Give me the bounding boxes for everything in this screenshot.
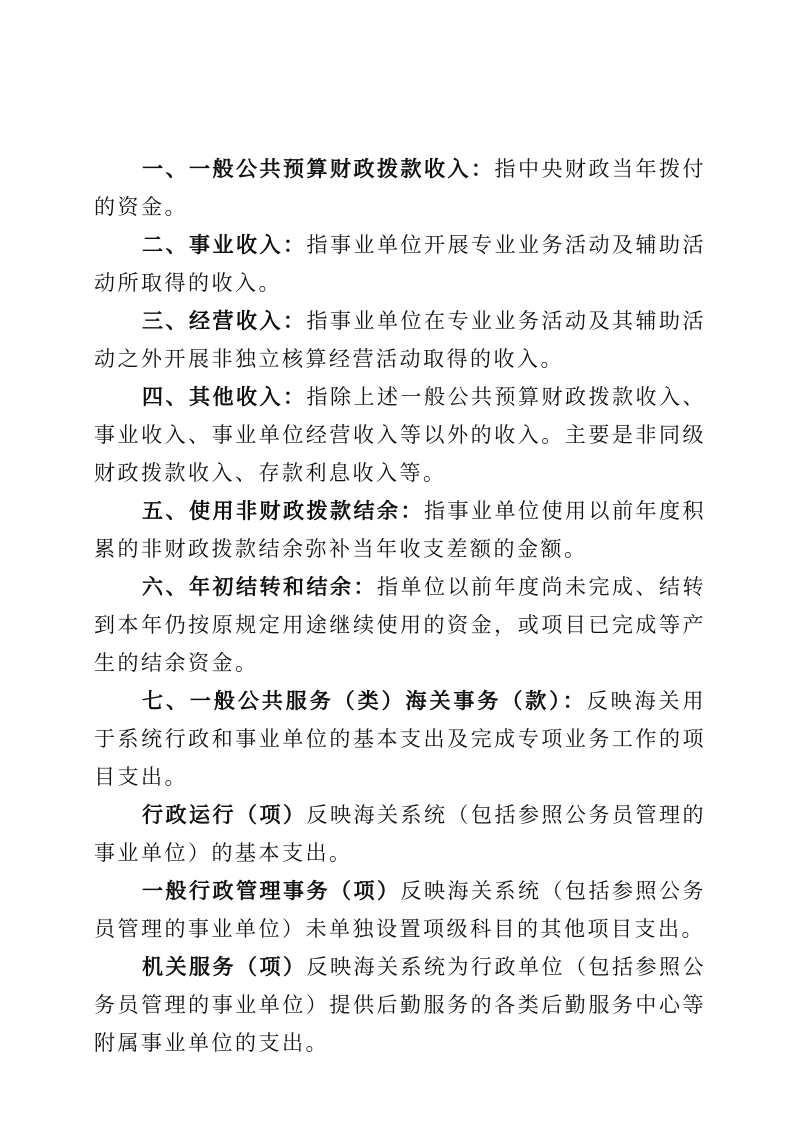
term-definition: 反映海关用于系统行政和事业单位的基本支出及完成专项业务工作的项目支出。 — [94, 689, 707, 789]
paragraph-customs-affairs — [94, 682, 706, 796]
term-label: 行政运行（项） — [142, 803, 307, 827]
term-label: 一般行政管理事务（项） — [142, 879, 401, 903]
term-definition: 指事业单位使用以前年度积累的非财政拨款结余弥补当年收支差额的金额。 — [94, 499, 706, 561]
term-definition: 指中央财政当年拨付的资金。 — [94, 157, 706, 219]
document-body — [94, 150, 706, 1062]
paragraph-general-budget-revenue — [94, 150, 706, 226]
term-label: 二、事业收入： — [142, 233, 307, 257]
term-definition: 指事业单位在专业业务活动及其辅助活动之外开展非独立核算经营活动取得的收入。 — [94, 309, 706, 371]
term-definition: 反映海关系统为行政单位（包括参照公务员管理的事业单位）提供后勤服务的各类后勤服务中心等附属事业单位的支出。 — [94, 955, 706, 1055]
term-label: 六、年初结转和结余： — [142, 575, 377, 599]
term-definition: 指单位以前年度尚未完成、结转到本年仍按原规定用途继续使用的资金，或项目已完成等产生的结余资金。 — [94, 575, 706, 675]
term-definition: 反映海关系统（包括参照公务员管理的事业单位）未单独设置项级科目的其他项目支出。 — [94, 879, 706, 941]
term-label: 五、使用非财政拨款结余： — [142, 499, 424, 523]
term-label: 七、一般公共服务（类）海关事务（款）： — [142, 689, 587, 713]
term-label: 机关服务（项） — [142, 955, 307, 979]
paragraph-administrative-operation — [94, 796, 706, 872]
term-label: 一、一般公共预算财政拨款收入： — [142, 157, 495, 181]
term-label: 四、其他收入： — [142, 385, 307, 409]
paragraph-non-fiscal-surplus — [94, 492, 706, 568]
term-definition: 反映海关系统（包括参照公务员管理的事业单位）的基本支出。 — [94, 803, 706, 865]
paragraph-operating-revenue — [94, 302, 706, 378]
paragraph-business-revenue — [94, 226, 706, 302]
term-definition: 指除上述一般公共预算财政拨款收入、事业收入、事业单位经营收入等以外的收入。主要是非同级财政拨款收入、存款利息收入等。 — [94, 385, 706, 485]
paragraph-general-administration — [94, 872, 706, 948]
paragraph-other-revenue — [94, 378, 706, 492]
term-label: 三、经营收入： — [142, 309, 307, 333]
paragraph-agency-services — [94, 948, 706, 1062]
term-definition: 指事业单位开展专业业务活动及辅助活动所取得的收入。 — [94, 233, 706, 295]
paragraph-carryover-balance — [94, 568, 706, 682]
